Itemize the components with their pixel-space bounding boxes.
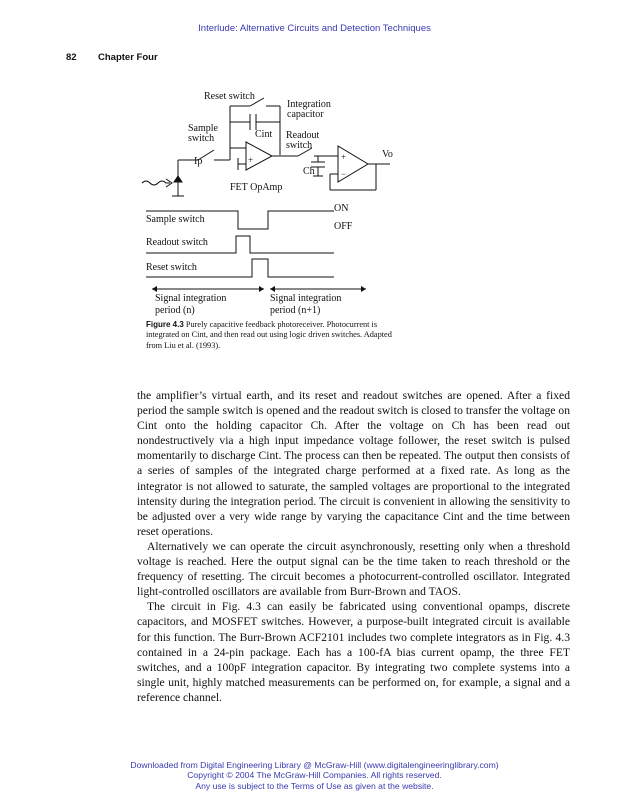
- chapter-title: Chapter Four: [98, 52, 158, 63]
- footer-copyright: Copyright © 2004 The McGraw-Hill Companies. All rights reserved.: [187, 770, 442, 781]
- arrowhead: [259, 286, 264, 292]
- label-period-n1-1: Signal integration: [270, 293, 342, 304]
- arrowhead: [270, 286, 275, 292]
- label-sample-1: Sample: [188, 123, 218, 134]
- label-off: OFF: [334, 221, 353, 232]
- body-text: [137, 388, 570, 705]
- figure-caption: [146, 320, 402, 351]
- figure-4-3-diagram: [0, 0, 629, 330]
- label-readout-1: Readout: [286, 130, 320, 141]
- running-header: Interlude: Alternative Circuits and Detection Techniques: [198, 23, 431, 34]
- label-period-n-2: period (n): [155, 305, 195, 316]
- label-cint: Cint: [255, 129, 273, 140]
- label-reset-switch: Reset switch: [204, 91, 255, 102]
- label-sample-2: switch: [188, 133, 215, 144]
- label-integration-1: Integration: [287, 99, 331, 110]
- page-number: 82: [66, 52, 77, 63]
- label-on: ON: [334, 203, 349, 214]
- paragraph: The circuit in Fig. 4.3 can easily be fabricated using conventional opamps, discrete capacitors, and MOSFET switches. However, a purpose-built integrated circuit is available for this function. The Burr-Brown ACF2101 includes two complete integrators as in Fig. 4.3 contained in a 24-pin package. Each has a 100-fA bias current opamp, the three FET switches, and a 100pF integration capacitor. By integrating two complete systems into a single unit, highly matched measurements can be performed on, for example, a signal and a reference channel.: [137, 600, 570, 704]
- arrowhead: [361, 286, 366, 292]
- label-ip: Ip: [194, 156, 203, 167]
- page-footer: [0, 760, 629, 791]
- label-fet-opamp: FET OpAmp: [230, 182, 283, 193]
- photodiode: [174, 176, 182, 182]
- light-wave: [142, 181, 170, 185]
- label-period-n1-2: period (n+1): [270, 305, 321, 316]
- paragraph: Alternatively we can operate the circuit asynchronously, resetting only when a threshold voltage is reached. Here the output signal can be the time taken to reach threshold or the frequency of resetting. The circuit becomes a photocurrent-controlled oscillator. Integrated light-controlled oscillators are available from Burr-Brown and TAOS.: [137, 539, 570, 599]
- plus-sign: +: [341, 152, 347, 162]
- label-timing-readout: Readout switch: [146, 237, 208, 248]
- caption-label: Figure 4.3: [146, 320, 184, 329]
- arrowhead: [152, 286, 157, 292]
- label-ch: Ch: [303, 166, 315, 177]
- caption-text: Purely capacitive feedback photoreceiver. Photocurrent is integrated on Cint, and then read out using logic driven switches. Adapted from Liu et al. (1993).: [146, 320, 392, 350]
- label-timing-sample: Sample switch: [146, 214, 205, 225]
- label-readout-2: switch: [286, 140, 313, 151]
- footer-terms: Any use is subject to the Terms of Use as given at the website.: [195, 780, 434, 791]
- label-period-n-1: Signal integration: [155, 293, 227, 304]
- plus-sign: +: [248, 155, 254, 165]
- label-timing-reset: Reset switch: [146, 262, 197, 273]
- minus-sign: −: [341, 169, 347, 179]
- paragraph: the amplifier’s virtual earth, and its reset and readout switches are opened. After a fixed period the sample switch is opened and the readout switch is closed to transfer the voltage on Cint onto the holding capacitor Ch. After the voltage on Ch has been read out nondestructively via a high input impedance voltage follower, the reset switch is pulsed momentarily to discharge Cint. The process can then be repeated. The output then consists of a series of samples of the integrated charge performed at a fixed rate. As long as the integrator is not allowed to saturate, the sampled voltages are proportional to the integrated intensity during the integration period. The circuit is convenient in allowing the sensitivity to be adjusted over a very wide range by varying the capacitance Cint and the time between reset operations.: [137, 389, 570, 538]
- label-integration-2: capacitor: [287, 109, 324, 120]
- label-vo: Vo: [382, 149, 393, 160]
- footer-download-link[interactable]: Downloaded from Digital Engineering Library @ McGraw-Hill (www.digitalengineeringlibrary.com): [130, 760, 499, 770]
